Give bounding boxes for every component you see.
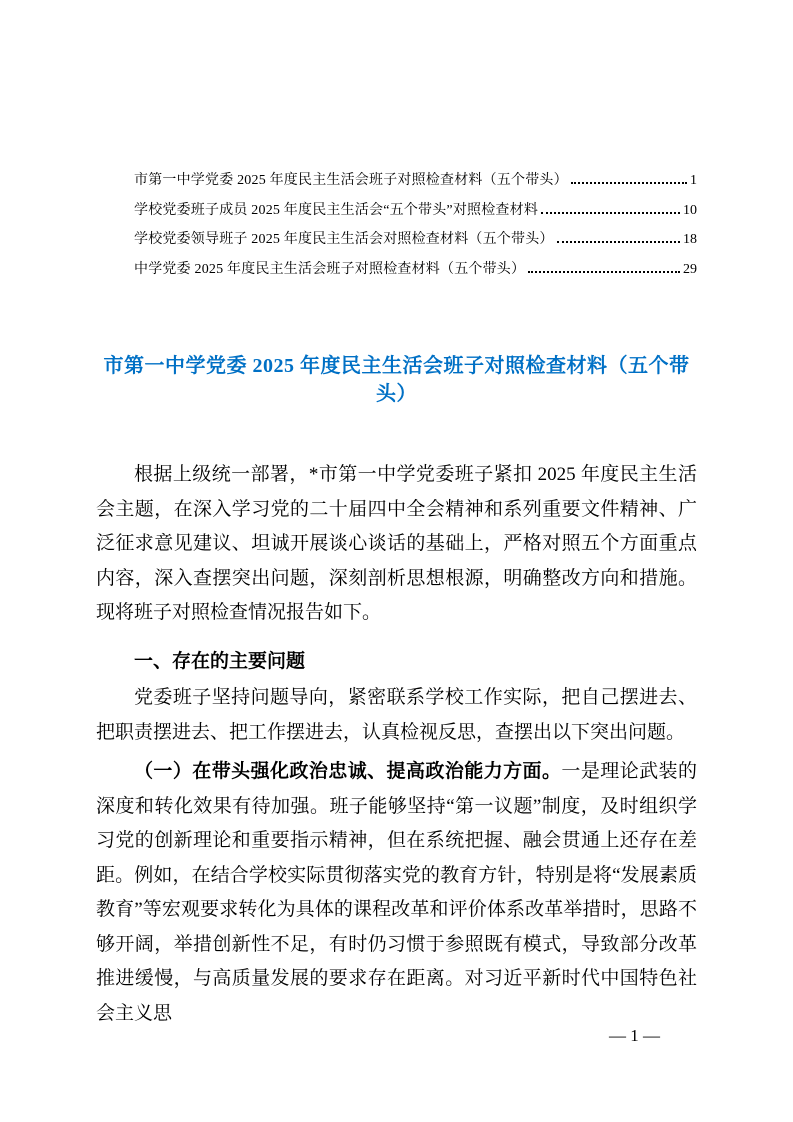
toc-item-page: 18 xyxy=(683,232,697,247)
paragraph-item-1-text: 一是理论武装的深度和转化效果有待加强。班子能够坚持“第一议题”制度，及时组织学习党的创新理论和重要指示精神，但在系统把握、融会贯通上还存在差距。例如，在结合学校实际贯彻落实党的教育方针，特别是将“发展素质教育”等宏观要求转化为具体的课程改革和评价体系改革举措时，思路不够开阔，举措创新性不足，有时仍习惯于参照既有模式，导致部分改革推进缓慢，与高质量发展的要求存在距离。对习近平新时代中国特色社会主义思 xyxy=(96,761,697,1024)
toc-leader-dots xyxy=(557,240,680,243)
toc-item-label: 学校党委领导班子 2025 年度民主生活会对照检查材料（五个带头） xyxy=(134,232,554,247)
page-number: — 1 — xyxy=(609,1026,660,1045)
toc-item[interactable] xyxy=(134,166,697,196)
toc-item-page: 1 xyxy=(690,173,697,188)
document-body xyxy=(96,458,697,1031)
toc-item-label: 中学党委 2025 年度民主生活会班子对照检查材料（五个带头） xyxy=(134,261,526,277)
toc-leader-dots xyxy=(571,181,687,184)
toc-item[interactable] xyxy=(134,225,697,255)
table-of-contents xyxy=(96,166,697,284)
paragraph-item-1 xyxy=(96,755,697,1031)
paragraph-item-1-lead: （一）在带头强化政治忠诚、提高政治能力方面。 xyxy=(134,761,562,782)
paragraph-overview: 党委班子坚持问题导向，紧密联系学校工作实际，把自己摆进去、把职责摆进去、把工作摆进去，认真检视反思，查摆出以下突出问题。 xyxy=(96,687,697,743)
toc-item-label: 学校党委班子成员 2025 年度民主生活会“五个带头”对照检查材料 xyxy=(134,202,539,218)
toc-item[interactable] xyxy=(134,196,697,226)
toc-leader-dots xyxy=(541,211,680,214)
toc-item-label: 市第一中学党委 2025 年度民主生活会班子对照检查材料（五个带头） xyxy=(134,173,568,188)
document-title: 市第一中学党委 2025 年度民主生活会班子对照检查材料（五个带头） xyxy=(103,355,690,405)
toc-item-page: 10 xyxy=(683,202,697,218)
section-heading: 一、存在的主要问题 xyxy=(134,650,306,672)
toc-item[interactable] xyxy=(134,255,697,285)
page-content xyxy=(96,166,697,1031)
toc-item-page: 29 xyxy=(683,261,697,277)
paragraph-intro: 根据上级统一部署，*市第一中学党委班子紧扣 2025 年度民主生活会主题，在深入学习党的二十届四中全会精神和系列重要文件精神、广泛征求意见建议、坦诚开展谈心谈话的基础上，严格对照五个方面重点内容，深入查摆突出问题，深刻剖析思想根源，明确整改方向和措施。现将班子对照检查情况报告如下。 xyxy=(96,464,697,623)
toc-leader-dots xyxy=(528,270,680,273)
